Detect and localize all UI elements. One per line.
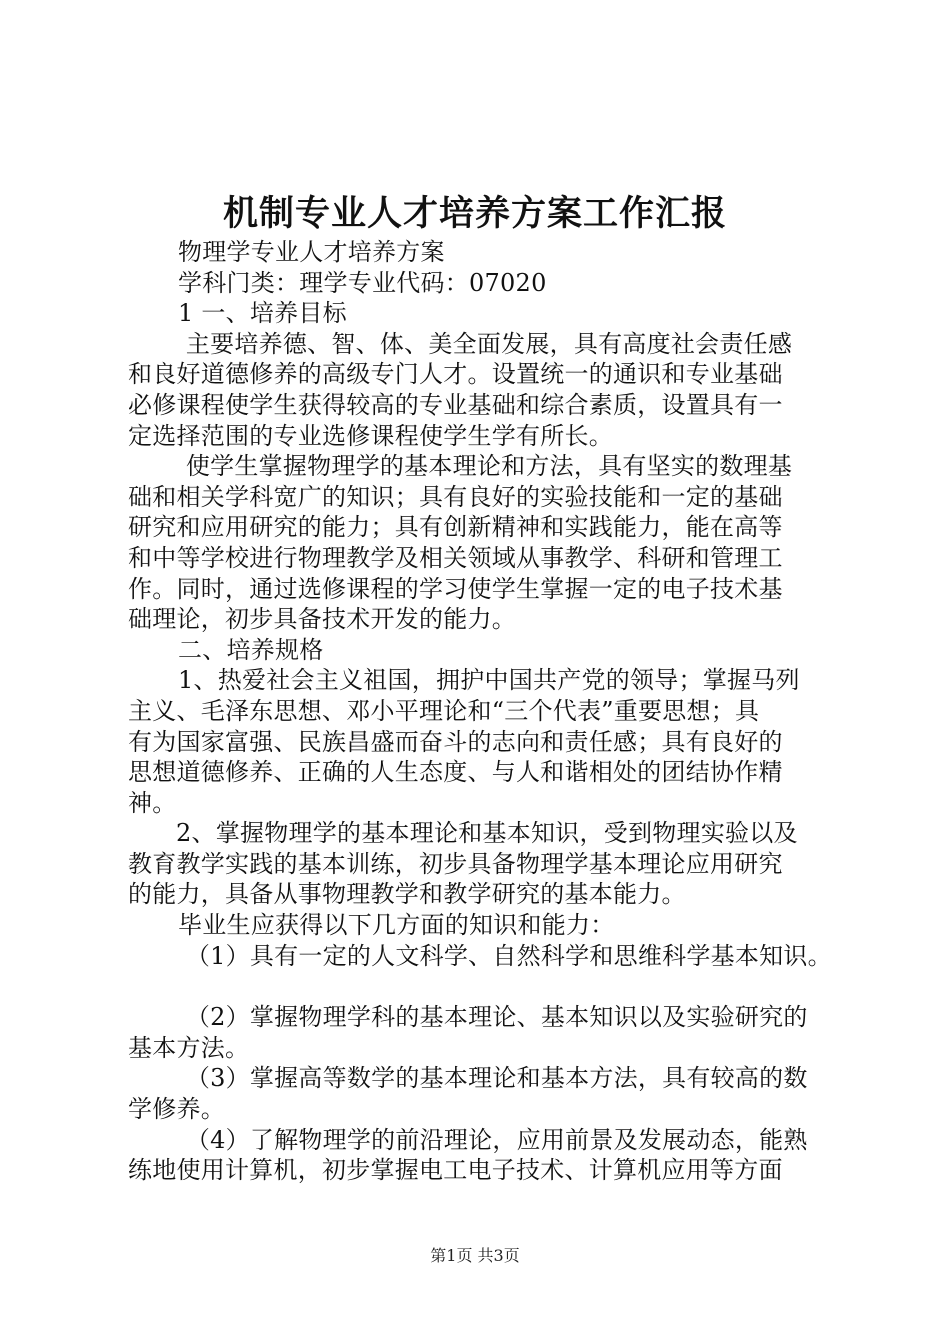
text-line: （3）掌握高等数学的基本理论和基本方法，具有较高的数	[178, 1064, 808, 1093]
blank-line	[128, 971, 830, 1002]
text-line: 二、培养规格	[178, 635, 324, 664]
text-line: 研究和应用研究的能力；具有创新精神和实践能力，能在高等	[128, 513, 783, 542]
text-line: 思想道德修养、正确的人生态度、与人和谐相处的团结协作精	[128, 758, 783, 787]
text-line: 主义、毛泽东思想、邓小平理论和“三个代表”重要思想；具	[128, 696, 760, 725]
page-number-label: 第1页 共3页	[430, 1246, 520, 1265]
text-line: 毕业生应获得以下几方面的知识和能力：	[178, 911, 615, 940]
text-line: 基本方法。	[128, 1033, 250, 1062]
text-line: （4）了解物理学的前沿理论，应用前景及发展动态，能熟	[178, 1125, 808, 1154]
text-line: 定选择范围的专业选修课程使学生学有所长。	[128, 421, 613, 450]
text-line: （1）具有一定的人文科学、自然科学和思维科学基本知识。	[178, 941, 832, 970]
text-line: 础理论，初步具备技术开发的能力。	[128, 605, 516, 634]
text-line: 练地使用计算机，初步掌握电工电子技术、计算机应用等方面	[128, 1156, 783, 1185]
text-line: 1、热爱社会主义祖国，拥护中国共产党的领导；掌握马列	[178, 666, 800, 695]
text-line: 主要培养德、智、体、美全面发展，具有高度社会责任感	[178, 329, 793, 358]
text-line: 作。同时，通过选修课程的学习使学生掌握一定的电子技术基	[128, 574, 783, 603]
document-title: 机制专业人才培养方案工作汇报	[222, 193, 727, 234]
text-line: 学修养。	[128, 1095, 225, 1124]
text-line: 2、掌握物理学的基本理论和基本知识，受到物理实验以及	[176, 819, 798, 848]
text-line: 必修课程使学生获得较高的专业基础和综合素质，设置具有一	[128, 390, 783, 419]
text-line: 学科门类：理学专业代码：07020	[178, 268, 547, 297]
text-line: 物理学专业人才培养方案	[178, 238, 445, 266]
text-line: 和良好道德修养的高级专门人才。设置统一的通识和专业基础	[128, 360, 783, 389]
page-footer	[0, 1243, 950, 1266]
text-line: 1 一、培养目标	[178, 299, 347, 328]
text-line: 础和相关学科宽广的知识；具有良好的实验技能和一定的基础	[128, 482, 783, 511]
text-line: 神。	[128, 788, 177, 817]
text-line: 有为国家富强、民族昌盛而奋斗的志向和责任感；具有良好的	[128, 727, 783, 756]
text-line: 和中等学校进行物理教学及相关领域从事教学、科研和管理工	[128, 543, 783, 572]
text-line: （2）掌握物理学科的基本理论、基本知识以及实验研究的	[178, 1003, 808, 1032]
text-line: 的能力，具备从事物理教学和教学研究的基本能力。	[128, 880, 686, 909]
text-line: 教育教学实践的基本训练，初步具备物理学基本理论应用研究	[128, 849, 783, 878]
document-body	[128, 237, 830, 1186]
text-line: 使学生掌握物理学的基本理论和方法，具有坚实的数理基	[178, 452, 793, 481]
